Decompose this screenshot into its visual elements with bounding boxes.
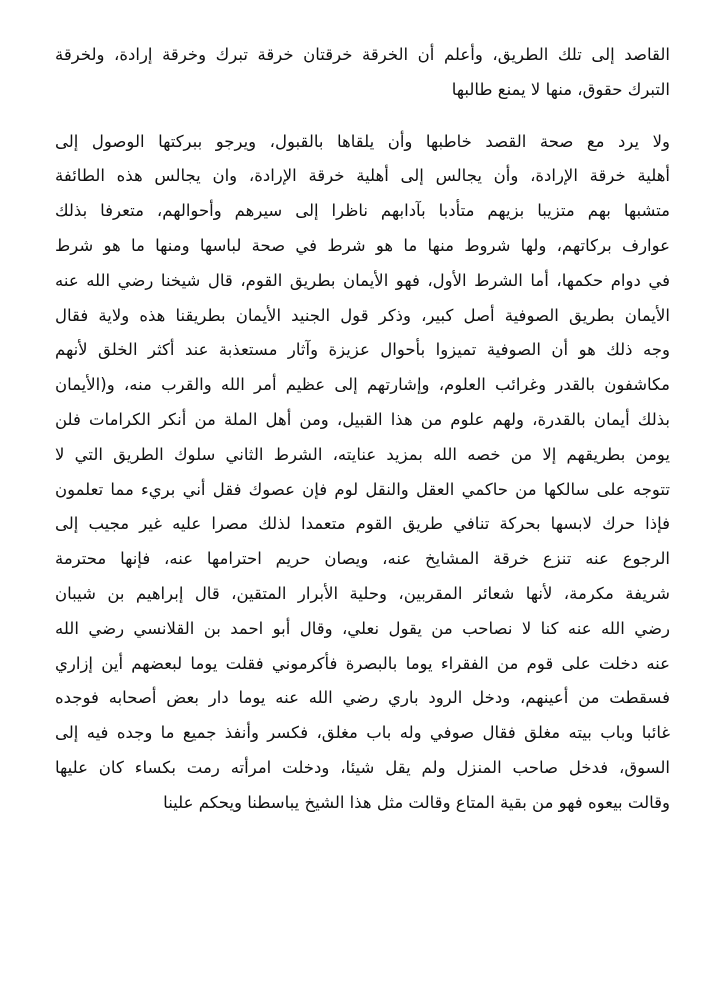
text-line: غائبا وباب بيته مغلق فقال صوفي وله باب مغلق، فكسر وأنفذ جميع ما وجده فيه إلى	[55, 723, 670, 743]
text-line: أهلية خرقة الإرادة، وأن يجالس إلى أهلية خرقة الإرادة، وان يجالس هذه الطائفة	[55, 166, 670, 186]
paragraph-gap	[55, 108, 670, 125]
text-line: تتوجه على سالكها من حاكمي العقل والنقل لوم فإن عصوك فقل أني بريء مما تعلمون	[55, 479, 670, 499]
text-line: متشبها بهم متزيبا بزيهم متأدبا بآدابهم ناظرا إلى سيرهم وأحوالهم، متعرفا بذلك	[55, 201, 670, 221]
text-line: الأيمان بطريق الصوفية أصل كبير، وذكر قول الجنيد الأيمان بطريقنا هذه ولاية فقال	[55, 305, 670, 325]
text-line: السوق، فدخل صاحب المنزل ولم يقل شيئا، ودخلت امرأته رمت بكساء كان عليها	[55, 757, 670, 777]
text-line: الرجوع عنه تنزع خرقة المشايخ عنه، ويصان حريم احترامها عنه، فإنها محترمة	[55, 549, 670, 569]
text-line: القاصد إلى تلك الطريق، وأعلم أن الخرقة خرقتان خرقة تبرك وخرقة إرادة، ولخرقة	[55, 45, 670, 64]
text-line: ولا يرد مع صحة القصد خاطبها وأن يلقاها بالقبول، ويرجو ببركتها الوصول إلى	[55, 131, 670, 151]
text-line: بذلك أيمان بالقدرة، ولهم علوم من هذا القبيل، ومن أهل الملة من أنكر الكرامات فلن	[55, 409, 670, 429]
text-line: فإذا حرك لابسها بحركة تنافي طريق القوم متعمدا لذلك مصرا عليه غير مجيب إلى	[55, 514, 670, 534]
text-line: رضي الله عنه كنا لا نصاحب من يقول نعلي، وقال أبو احمد بن القلانسي رضي الله	[55, 618, 670, 638]
text-line: عنه دخلت على قوم من الفقراء يوما بالبصرة فأكرموني فقلت يوما لبعضهم أين إزاري	[55, 653, 670, 673]
text-line: مكاشفون بالقدر وغرائب العلوم، وإشارتهم إلى عظيم أمر الله والقرب منه، و(الأيمان	[55, 375, 670, 395]
text-line: شريفة مكرمة، لأنها شعائر المقربين، وحلية الأبرار المتقين، قال إبراهيم بن شيبان	[55, 583, 670, 603]
text-line: التبرك حقوق، منها لا يمنع طالبها	[451, 79, 670, 99]
text-line: وجه ذلك هو أن الصوفية تميزوا بأحوال عزيزة وآثار مستعذبة عند أكثر الخلق لأنهم	[55, 340, 670, 360]
text-line: عوارف بركاتهم، ولها شروط منها ما هو شرط في صحة لباسها ومنها ما هو شرط	[55, 235, 670, 255]
paragraph-2	[55, 125, 670, 821]
text-line: في دوام حكمها، أما الشرط الأول، فهو الأيمان بطريق القوم، قال شيخنا رضي الله عنه	[55, 270, 670, 290]
text-line: وقالت بيعوه فهو من بقية المتاع وقالت مثل هذا الشيخ يباسطنا ويحكم علينا	[163, 792, 670, 812]
text-line: فسقطت من أعينهم، ودخل الرود باري رضي الله عنه يوما دار بعض أصحابه فوجده	[55, 688, 670, 708]
paragraph-1	[55, 38, 670, 108]
text-line: يومن بطريقهم إلا من خصه الله بمزيد عنايته، الشرط الثاني سلوك الطريق التي لا	[55, 444, 670, 464]
